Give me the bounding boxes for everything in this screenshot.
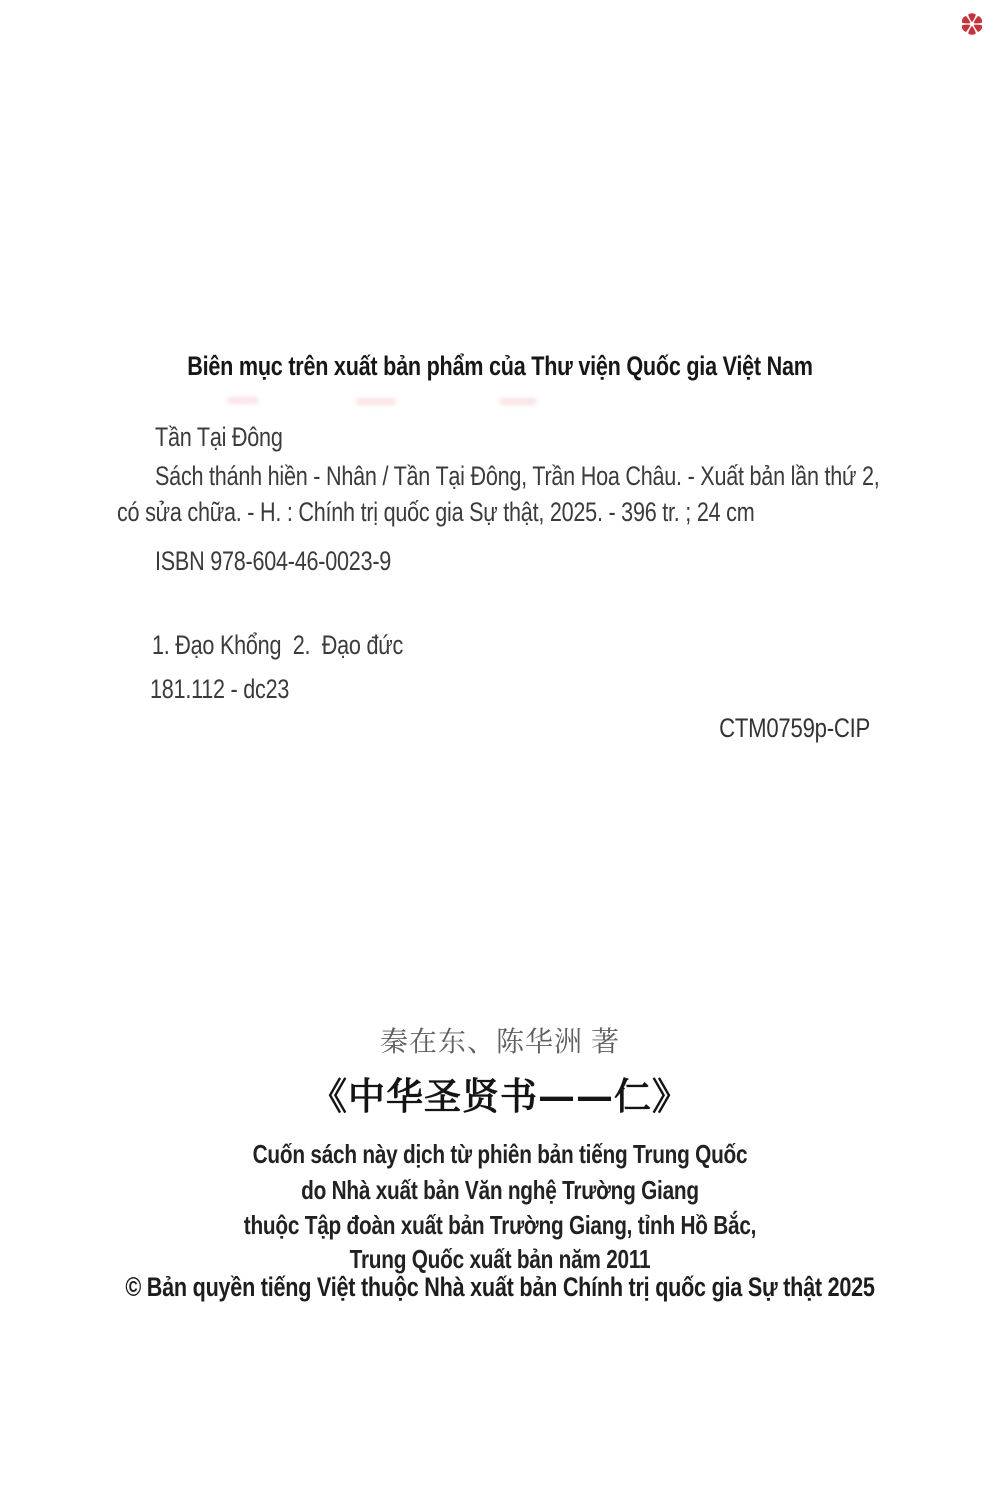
ink-bleed-smudge bbox=[356, 398, 396, 405]
ink-bleed-smudge bbox=[499, 398, 537, 405]
translation-note-line: thuộc Tập đoàn xuất bản Trường Giang, tỉnh Hồ Bắc, bbox=[243, 1210, 757, 1240]
translation-note-line: Trung Quốc xuất bản năm 2011 bbox=[349, 1244, 651, 1274]
dewey-classification: 181.112 - dc23 bbox=[150, 674, 290, 704]
cip-subject-headings: 1. Đạo Khổng 2. Đạo đức bbox=[152, 630, 404, 660]
cip-entry-line-2: có sửa chữa. - H. : Chính trị quốc gia Sự thật, 2025. - 396 tr. ; 24 cm bbox=[117, 497, 755, 527]
translation-note-line: do Nhà xuất bản Văn nghệ Trường Giang bbox=[301, 1175, 699, 1205]
original-chinese-title: 《中华圣贤书——仁》 bbox=[310, 1074, 690, 1118]
cip-heading: Biên mục trên xuất bản phẩm của Thư viện Quốc gia Việt Nam bbox=[187, 351, 813, 381]
cip-entry-line-1: Sách thánh hiền - Nhân / Tần Tại Đông, Trần Hoa Châu. - Xuất bản lần thứ 2, bbox=[155, 461, 880, 491]
vietnamese-copyright-notice: © Bản quyền tiếng Việt thuộc Nhà xuất bản Chính trị quốc gia Sự thật 2025 bbox=[125, 1272, 875, 1302]
red-flower-icon bbox=[958, 10, 986, 38]
original-chinese-authors: 秦在东、陈华洲 著 bbox=[379, 1027, 620, 1058]
cip-author-name: Tần Tại Đông bbox=[155, 422, 283, 452]
translation-note-line: Cuốn sách này dịch từ phiên bản tiếng Trung Quốc bbox=[252, 1139, 748, 1169]
cip-record-code: CTM0759p-CIP bbox=[719, 713, 870, 743]
ink-bleed-smudge bbox=[227, 397, 259, 404]
isbn-number: ISBN 978-604-46-0023-9 bbox=[155, 546, 392, 576]
